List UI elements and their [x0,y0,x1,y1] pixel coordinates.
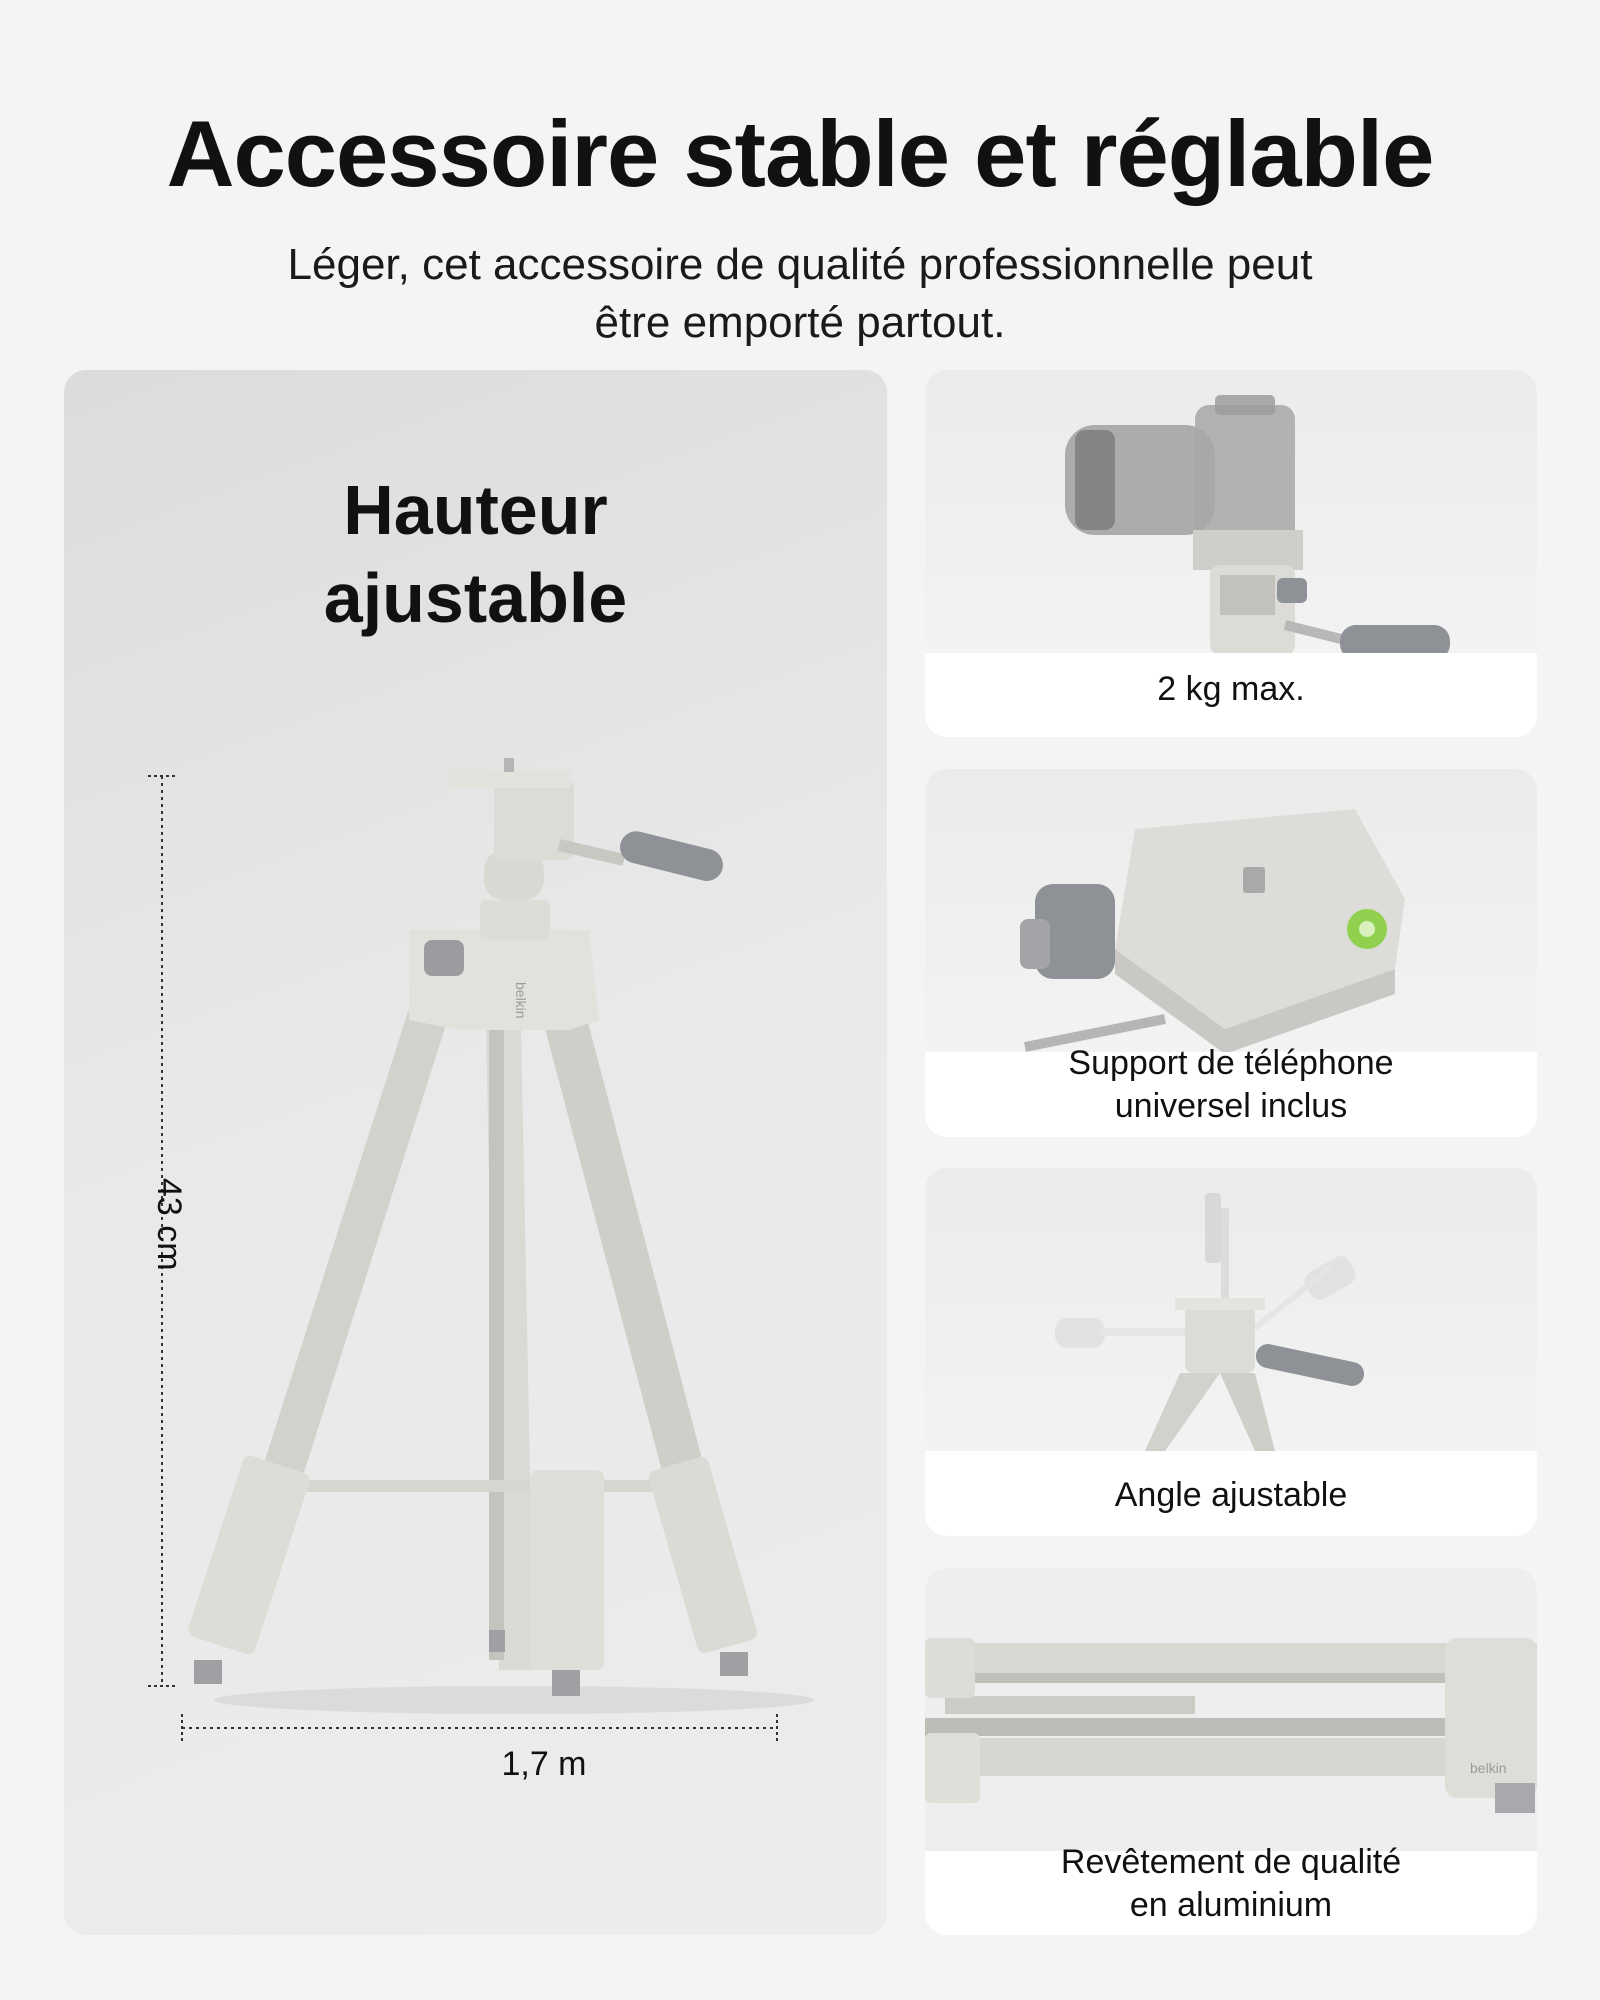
brand-mark-text: belkin [1470,1760,1507,1776]
page-subtitle [0,236,1600,352]
mounting-plate-image [925,769,1537,1052]
card-caption-line-1: Support de téléphone [1068,1044,1394,1082]
adjustable-height-panel [64,370,887,1935]
tripod-head [409,758,726,1030]
card-caption [925,1841,1537,1927]
subtitle-line-2: être emporté partout. [594,298,1006,347]
camera-on-tripod-image [925,370,1537,653]
width-label: 1,7 m [501,1745,587,1783]
tripod-illustration [64,370,887,1935]
card-caption [925,668,1537,711]
panel-heading-line-2: ajustable [323,559,628,637]
page-title: Accessoire stable et réglable [166,101,1434,206]
angle-tilt-image [925,1168,1537,1451]
card-caption-line-1: Angle ajustable [1114,1476,1348,1514]
height-label: 43 cm [150,1178,188,1271]
subtitle-line-1: Léger, cet accessoire de qualité professionnelle peut [287,240,1313,289]
folded-legs-image [925,1568,1537,1851]
card-caption-line-1: Revêtement de qualité [1060,1843,1402,1881]
panel-heading-line-1: Hauteur [343,471,608,549]
card-max-load [925,370,1537,737]
card-caption-line-1: 2 kg max. [1157,670,1305,708]
card-aluminium-coating [925,1568,1537,1935]
card-caption-line-2: universel inclus [1114,1087,1348,1125]
card-caption-line-2: en aluminium [1129,1886,1333,1924]
card-adjustable-angle [925,1168,1537,1536]
card-caption [925,1474,1537,1517]
card-caption [925,1042,1537,1128]
tripod-legs [186,930,759,1696]
brand-mark-text: belkin [513,982,529,1019]
card-phone-mount [925,769,1537,1137]
